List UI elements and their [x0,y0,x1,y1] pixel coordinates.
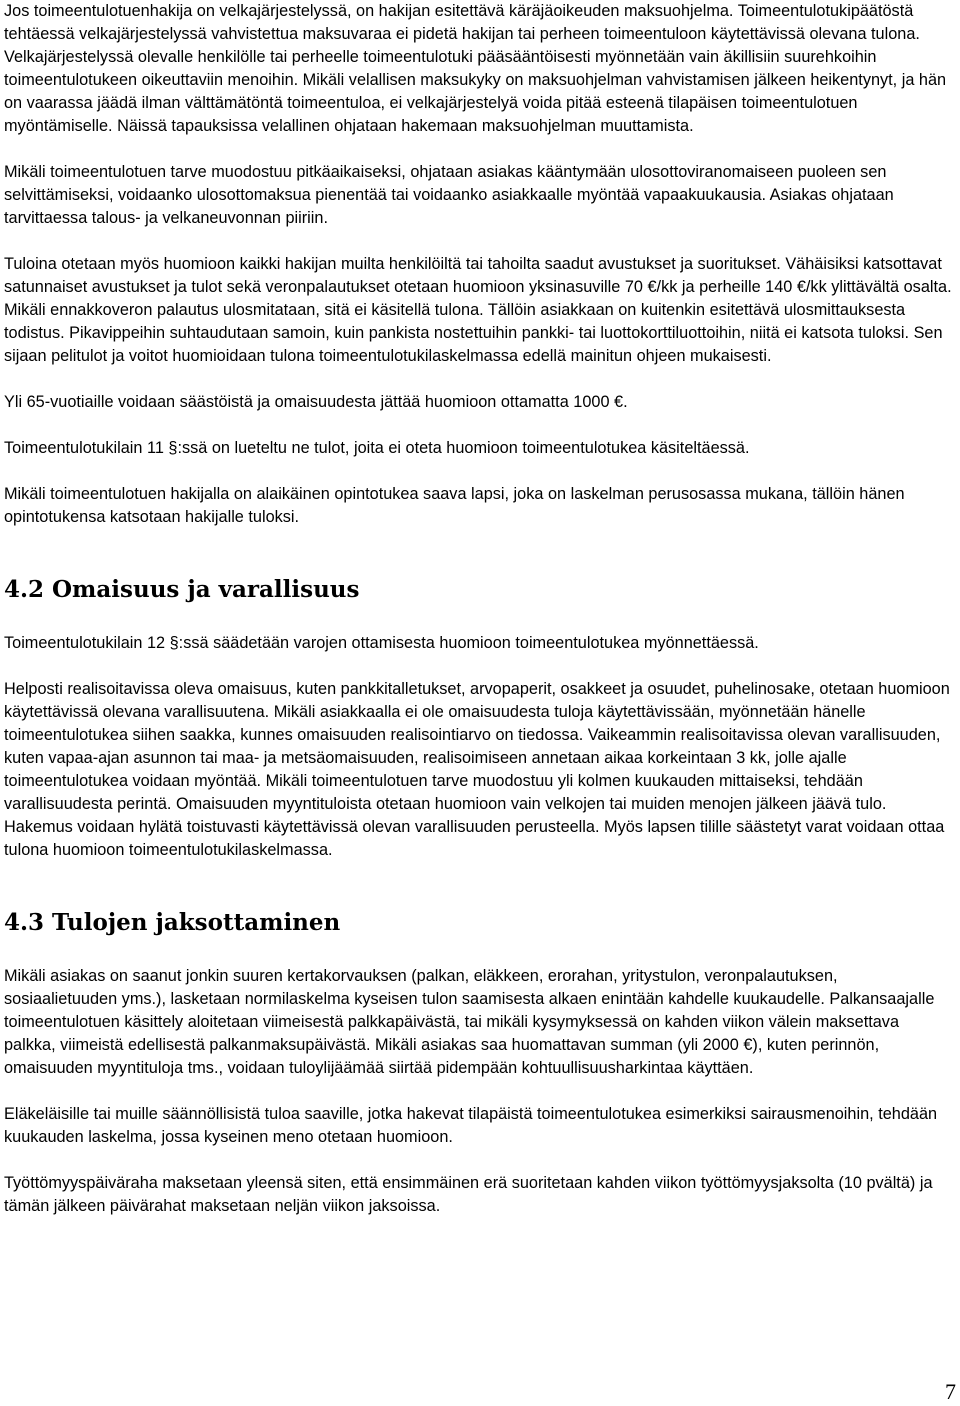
paragraph-over-65-savings: Yli 65-vuotiaille voidaan säästöistä ja omaisuudesta jättää huomioon ottamatta 1000 €. [4,393,628,411]
page-number: 7 [945,1379,956,1404]
paragraph-law-section-11: Toimeentulotukilain 11 §:ssä on lueteltu ne tulot, joita ei oteta huomioon toimeentulotukea käsiteltäessä. [4,439,750,457]
section-heading-4-3: 4.3 Tulojen jaksottaminen [4,909,341,936]
paragraph-pensioners: Eläkeläisille tai muille säännöllisistä tuloa saaville, jotka hakevat tilapäistä toimeentulotukea esimerkiksi sairausmenoihin, tehdään kuukauden laskelma, jossa kyseinen meno otetaan huomioon. [4,1105,938,1146]
paragraph-minor-student-aid: Mikäli toimeentulotuen hakijalla on alaikäinen opintotukea saava lapsi, joka on laskelman perusosassa mukana, tällöin hänen opintotukensa katsotaan hakijalle tuloksi. [4,485,905,526]
paragraph-realizable-assets: Helposti realisoitavissa oleva omaisuus, kuten pankkitalletukset, arvopaperit, osakkeet ja osuudet, puhelinosake, otetaan huomioon käytettävissä olevana varallisuutena. Mikäli asiakkaalla ei ole omaisuudesta tuloja käytettävissään, myönnetään hänelle toimeentulotukea siihen saakka, kunnes omaisuuden realisointiarvo on tiedossa. Vaikeammin realisoitavissa olevan varallisuuden, kuten vapaa-ajan asunnon tai maa- ja metsäomaisuuden, realisoimiseen annetaan aikaa korkeintaan 3 kk, jolle ajalle toimeentulotukea voidaan myöntää. Mikäli toimeentulotuen tarve muodostuu yli kolmen kuukauden mittaiseksi, tehdään varallisuudesta perintä. Omaisuuden myyntituloista otetaan huomioon vain velkojen tai muiden menojen jälkeen jäävä tulo. Hakemus voidaan hylätä toistuvasti käytettävissä olevan varallisuuden perusteella. Myös lapsen tilille säästetyt varat voidaan ottaa tulona huomioon toimeentulotukilaskelmassa. [4,680,950,859]
paragraph-lump-sum-compensation: Mikäli asiakas on saanut jonkin suuren kertakorvauksen (palkan, eläkkeen, erorahan, yritystulon, veronpalautuksen, sosiaalietuuden yms.), lasketaan normilaskelma kyseisen tulon saamisesta alkaen enintään kahdelle kuukaudelle. Palkansaajalle toimeentulotuen käsittely aloitetaan viimeisestä palkkapäivästä, tai mikäli kysymyksessä on kahden viikon välein maksettava palkka, viimeistä edellisestä palkanmaksupäivästä. Mikäli asiakas saa huomattavan summan (yli 2000 €), kuten perinnön, omaisuuden myyntituloja tms., voidaan tuloylijäämää siirtää pidempään kohtuullisuusharkintaa käyttäen. [4,967,935,1077]
document-page [4,0,954,1218]
paragraph-debt-arrangement: Jos toimeentulotuenhakija on velkajärjestelyssä, on hakijan esitettävä käräjäoikeuden maksuohjelma. Toimeentulotukipäätöstä tehtäessä velkajärjestelyssä vahvistettua maksuvaraa ei pidetä hakijan tai perheen toimeentuloon käytettävissä olevana tulona. Velkajärjestelyssä olevalle henkilölle tai perheelle toimeentulotuki pääsääntöisesti myönnetään vain äkillisiin suurehkoihin toimeentulotukeen oikeuttaviin menoihin. Mikäli velallisen maksukyky on maksuohjelman vahvistamisen jälkeen heikentynyt, ja hän on vaarassa jäädä ilman välttämätöntä toimeentuloa, ei velkajärjestelyä voida pitää esteenä tilapäisen toimeentulotuen myöntämiselle. Näissä tapauksissa velallinen ohjataan hakemaan maksuohjelman muuttamista. [4,2,947,135]
section-heading-4-2: 4.2 Omaisuus ja varallisuus [4,576,360,603]
paragraph-income-considered: Tuloina otetaan myös huomioon kaikki hakijan muilta henkilöiltä tai tahoilta saadut avustukset ja suoritukset. Vähäisiksi katsottavat satunnaiset avustukset ja tulot sekä veronpalautukset otetaan huomioon yksinasuville 70 €/kk ja perheille 140 €/kk ylittävältä osalta. Mikäli ennakkoveron palautus ulosmitataan, sitä ei käsitellä tulona. Tällöin asiakkaan on kuitenkin esitettävä ulosmittauksesta todistus. Pikavippeihin suhtaudutaan samoin, kuin pankista nostettuihin pankki- tai luottokorttiluottoihin, niitä ei katsota tuloksi. Sen sijaan pelitulot ja voitot huomioidaan tulona toimeentulotukilaskelmassa edellä mainitun ohjeen mukaisesti. [4,255,952,365]
paragraph-long-term-need: Mikäli toimeentulotuen tarve muodostuu pitkäaikaiseksi, ohjataan asiakas kääntymään ulosottoviranomaiseen puoleen sen selvittämiseksi, voidaanko ulosottomaksua pienentää tai voidaanko asiakkaalle myöntää vapaakuukausia. Asiakas ohjataan tarvittaessa talous- ja velkaneuvonnan piiriin. [4,163,894,227]
paragraph-unemployment-allowance: Työttömyyspäiväraha maksetaan yleensä siten, että ensimmäinen erä suoritetaan kahden viikon työttömyysjaksolta (10 pvältä) ja tämän jälkeen päivärahat maksetaan neljän viikon jaksoissa. [4,1174,933,1215]
paragraph-law-section-12: Toimeentulotukilain 12 §:ssä säädetään varojen ottamisesta huomioon toimeentulotukea myönnettäessä. [4,634,759,652]
